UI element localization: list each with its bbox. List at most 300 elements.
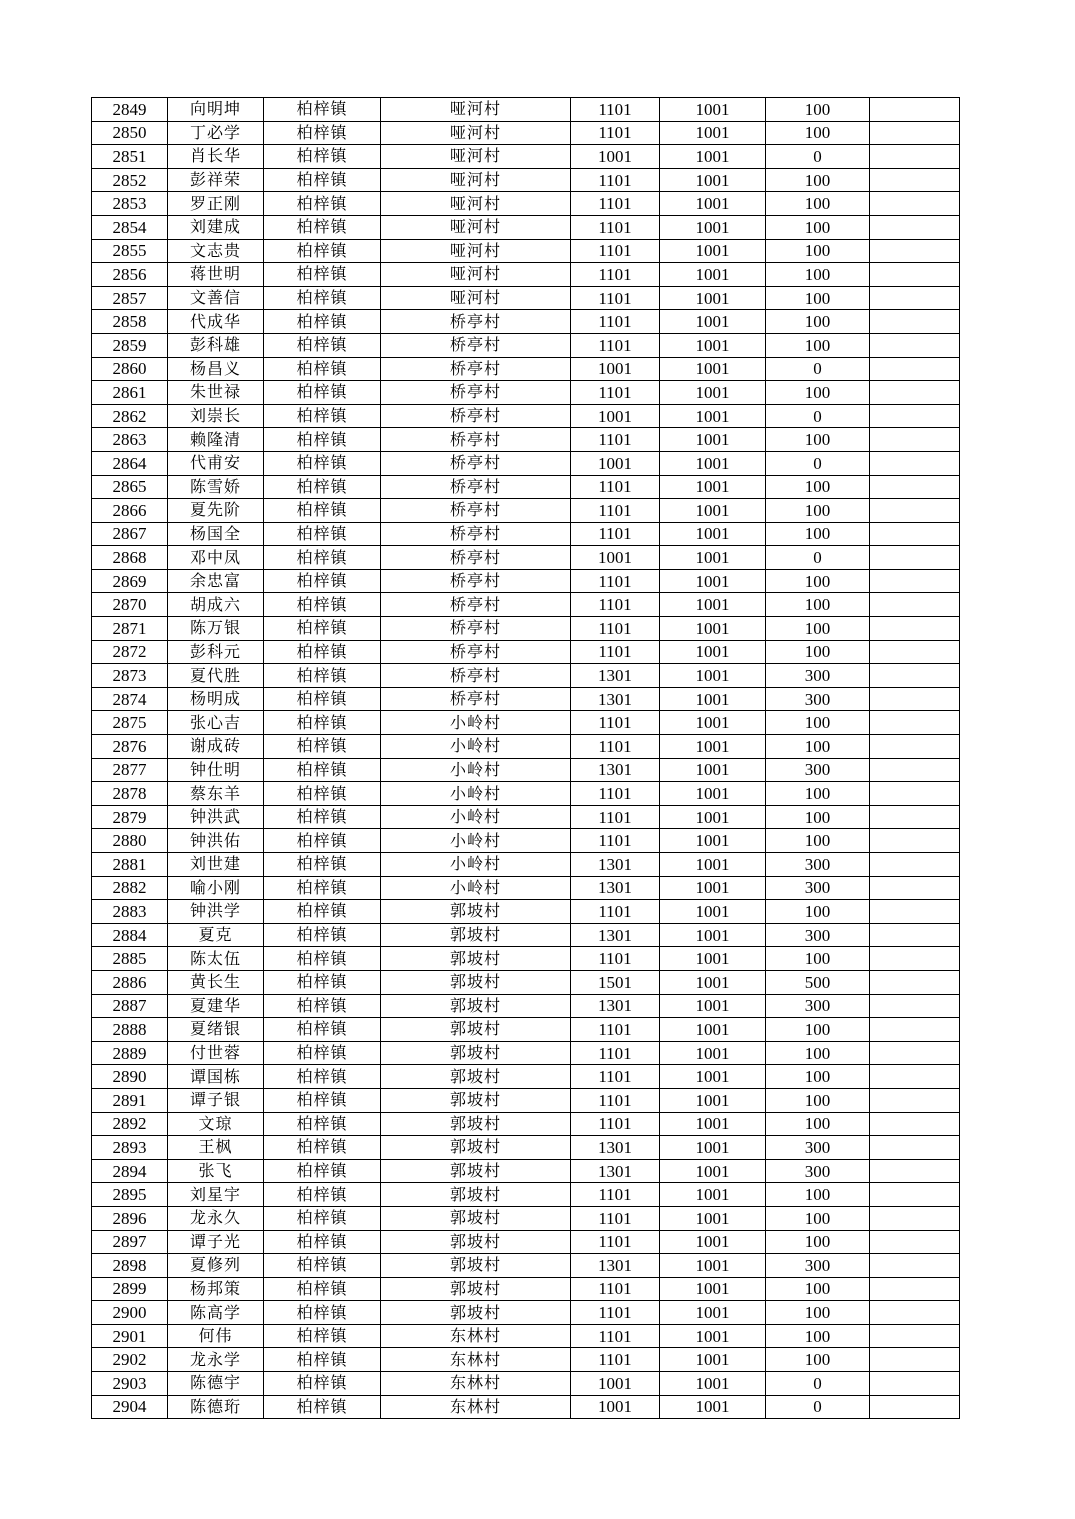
value-b-cell: 1001 [660, 357, 766, 381]
name-cell: 向明坤 [168, 98, 264, 122]
value-a-cell: 1101 [571, 569, 660, 593]
row-number-cell: 2885 [92, 947, 168, 971]
row-number-cell: 2872 [92, 640, 168, 664]
value-b-cell: 1001 [660, 1230, 766, 1254]
village-cell: 桥亭村 [381, 381, 571, 405]
table-row [92, 192, 960, 216]
value-b-cell: 1001 [660, 1277, 766, 1301]
town-cell: 柏梓镇 [264, 735, 381, 759]
value-a-cell: 1101 [571, 381, 660, 405]
amount-cell: 0 [766, 145, 870, 169]
note-cell [870, 1088, 960, 1112]
note-cell [870, 192, 960, 216]
village-cell: 桥亭村 [381, 546, 571, 570]
value-a-cell: 1101 [571, 617, 660, 641]
row-number-cell: 2860 [92, 357, 168, 381]
name-cell: 陈万银 [168, 617, 264, 641]
row-number-cell: 2862 [92, 404, 168, 428]
amount-cell: 100 [766, 168, 870, 192]
town-cell: 柏梓镇 [264, 1018, 381, 1042]
row-number-cell: 2883 [92, 900, 168, 924]
town-cell: 柏梓镇 [264, 829, 381, 853]
value-a-cell: 1001 [571, 451, 660, 475]
row-number-cell: 2859 [92, 333, 168, 357]
amount-cell: 100 [766, 1183, 870, 1207]
value-a-cell: 1301 [571, 876, 660, 900]
value-b-cell: 1001 [660, 711, 766, 735]
name-cell: 张心吉 [168, 711, 264, 735]
value-b-cell: 1001 [660, 192, 766, 216]
value-a-cell: 1101 [571, 1348, 660, 1372]
name-cell: 刘建成 [168, 215, 264, 239]
village-cell: 桥亭村 [381, 404, 571, 428]
row-number-cell: 2902 [92, 1348, 168, 1372]
note-cell [870, 876, 960, 900]
village-cell: 东林村 [381, 1395, 571, 1419]
note-cell [870, 617, 960, 641]
town-cell: 柏梓镇 [264, 1372, 381, 1396]
name-cell: 夏绪银 [168, 1018, 264, 1042]
name-cell: 谢成砖 [168, 735, 264, 759]
name-cell: 文琼 [168, 1112, 264, 1136]
value-a-cell: 1101 [571, 1324, 660, 1348]
town-cell: 柏梓镇 [264, 1206, 381, 1230]
table-row [92, 263, 960, 287]
table-row [92, 1348, 960, 1372]
name-cell: 何伟 [168, 1324, 264, 1348]
amount-cell: 300 [766, 853, 870, 877]
note-cell [870, 853, 960, 877]
value-b-cell: 1001 [660, 145, 766, 169]
value-a-cell: 1101 [571, 192, 660, 216]
value-a-cell: 1101 [571, 593, 660, 617]
table-row [92, 1395, 960, 1419]
value-b-cell: 1001 [660, 428, 766, 452]
note-cell [870, 522, 960, 546]
value-a-cell: 1001 [571, 546, 660, 570]
name-cell: 王枫 [168, 1136, 264, 1160]
amount-cell: 300 [766, 758, 870, 782]
town-cell: 柏梓镇 [264, 499, 381, 523]
value-b-cell: 1001 [660, 333, 766, 357]
name-cell: 代成华 [168, 310, 264, 334]
name-cell: 刘崇长 [168, 404, 264, 428]
town-cell: 柏梓镇 [264, 192, 381, 216]
note-cell [870, 475, 960, 499]
note-cell [870, 1395, 960, 1419]
name-cell: 钟洪佑 [168, 829, 264, 853]
name-cell: 朱世禄 [168, 381, 264, 405]
town-cell: 柏梓镇 [264, 1112, 381, 1136]
row-number-cell: 2869 [92, 569, 168, 593]
row-number-cell: 2855 [92, 239, 168, 263]
amount-cell: 100 [766, 593, 870, 617]
value-b-cell: 1001 [660, 1136, 766, 1160]
amount-cell: 100 [766, 1206, 870, 1230]
row-number-cell: 2854 [92, 215, 168, 239]
amount-cell: 100 [766, 522, 870, 546]
amount-cell: 100 [766, 263, 870, 287]
note-cell [870, 1324, 960, 1348]
row-number-cell: 2867 [92, 522, 168, 546]
value-b-cell: 1001 [660, 1348, 766, 1372]
village-cell: 郭坡村 [381, 1159, 571, 1183]
value-b-cell: 1001 [660, 168, 766, 192]
village-cell: 哑河村 [381, 192, 571, 216]
amount-cell: 300 [766, 923, 870, 947]
town-cell: 柏梓镇 [264, 782, 381, 806]
value-b-cell: 1001 [660, 310, 766, 334]
name-cell: 钟洪武 [168, 805, 264, 829]
town-cell: 柏梓镇 [264, 805, 381, 829]
name-cell: 罗正刚 [168, 192, 264, 216]
amount-cell: 0 [766, 546, 870, 570]
amount-cell: 100 [766, 499, 870, 523]
village-cell: 郭坡村 [381, 1183, 571, 1207]
town-cell: 柏梓镇 [264, 1254, 381, 1278]
value-a-cell: 1101 [571, 640, 660, 664]
name-cell: 谭国栋 [168, 1065, 264, 1089]
value-b-cell: 1001 [660, 98, 766, 122]
note-cell [870, 1206, 960, 1230]
village-cell: 桥亭村 [381, 569, 571, 593]
table-row [92, 687, 960, 711]
table-row [92, 546, 960, 570]
value-b-cell: 1001 [660, 215, 766, 239]
note-cell [870, 145, 960, 169]
value-a-cell: 1301 [571, 1159, 660, 1183]
note-cell [870, 687, 960, 711]
note-cell [870, 286, 960, 310]
note-cell [870, 758, 960, 782]
village-cell: 东林村 [381, 1372, 571, 1396]
town-cell: 柏梓镇 [264, 381, 381, 405]
value-b-cell: 1001 [660, 381, 766, 405]
table-row [92, 215, 960, 239]
value-a-cell: 1101 [571, 1065, 660, 1089]
town-cell: 柏梓镇 [264, 1159, 381, 1183]
name-cell: 陈雪娇 [168, 475, 264, 499]
town-cell: 柏梓镇 [264, 758, 381, 782]
row-number-cell: 2863 [92, 428, 168, 452]
table-row [92, 1018, 960, 1042]
town-cell: 柏梓镇 [264, 900, 381, 924]
value-a-cell: 1101 [571, 735, 660, 759]
row-number-cell: 2856 [92, 263, 168, 287]
row-number-cell: 2892 [92, 1112, 168, 1136]
value-b-cell: 1001 [660, 522, 766, 546]
value-a-cell: 1101 [571, 1112, 660, 1136]
value-b-cell: 1001 [660, 1159, 766, 1183]
note-cell [870, 1372, 960, 1396]
note-cell [870, 168, 960, 192]
table-row [92, 1136, 960, 1160]
name-cell: 彭科元 [168, 640, 264, 664]
value-b-cell: 1001 [660, 947, 766, 971]
note-cell [870, 640, 960, 664]
town-cell: 柏梓镇 [264, 215, 381, 239]
village-cell: 郭坡村 [381, 970, 571, 994]
town-cell: 柏梓镇 [264, 711, 381, 735]
value-a-cell: 1101 [571, 1206, 660, 1230]
town-cell: 柏梓镇 [264, 98, 381, 122]
amount-cell: 300 [766, 1254, 870, 1278]
table-row [92, 900, 960, 924]
town-cell: 柏梓镇 [264, 168, 381, 192]
town-cell: 柏梓镇 [264, 1277, 381, 1301]
note-cell [870, 98, 960, 122]
note-cell [870, 947, 960, 971]
town-cell: 柏梓镇 [264, 994, 381, 1018]
value-b-cell: 1001 [660, 546, 766, 570]
name-cell: 钟仕明 [168, 758, 264, 782]
village-cell: 桥亭村 [381, 451, 571, 475]
row-number-cell: 2884 [92, 923, 168, 947]
town-cell: 柏梓镇 [264, 239, 381, 263]
town-cell: 柏梓镇 [264, 1041, 381, 1065]
roster-body [92, 98, 960, 1419]
note-cell [870, 404, 960, 428]
amount-cell: 100 [766, 1018, 870, 1042]
amount-cell: 100 [766, 1065, 870, 1089]
table-row [92, 168, 960, 192]
name-cell: 陈德宇 [168, 1372, 264, 1396]
table-row [92, 1301, 960, 1325]
value-a-cell: 1101 [571, 263, 660, 287]
name-cell: 彭祥荣 [168, 168, 264, 192]
value-a-cell: 1101 [571, 1088, 660, 1112]
note-cell [870, 805, 960, 829]
table-row [92, 1372, 960, 1396]
value-b-cell: 1001 [660, 1041, 766, 1065]
row-number-cell: 2865 [92, 475, 168, 499]
note-cell [870, 735, 960, 759]
value-b-cell: 1001 [660, 970, 766, 994]
note-cell [870, 357, 960, 381]
note-cell [870, 333, 960, 357]
name-cell: 杨邦策 [168, 1277, 264, 1301]
amount-cell: 100 [766, 286, 870, 310]
village-cell: 小岭村 [381, 876, 571, 900]
value-b-cell: 1001 [660, 1254, 766, 1278]
value-a-cell: 1101 [571, 215, 660, 239]
value-b-cell: 1001 [660, 593, 766, 617]
town-cell: 柏梓镇 [264, 357, 381, 381]
value-a-cell: 1001 [571, 145, 660, 169]
value-a-cell: 1101 [571, 310, 660, 334]
value-a-cell: 1301 [571, 853, 660, 877]
village-cell: 桥亭村 [381, 475, 571, 499]
town-cell: 柏梓镇 [264, 970, 381, 994]
value-a-cell: 1101 [571, 1277, 660, 1301]
value-a-cell: 1301 [571, 687, 660, 711]
name-cell: 龙永久 [168, 1206, 264, 1230]
row-number-cell: 2875 [92, 711, 168, 735]
village-cell: 东林村 [381, 1324, 571, 1348]
value-a-cell: 1101 [571, 239, 660, 263]
town-cell: 柏梓镇 [264, 333, 381, 357]
amount-cell: 100 [766, 805, 870, 829]
town-cell: 柏梓镇 [264, 617, 381, 641]
value-a-cell: 1101 [571, 829, 660, 853]
value-b-cell: 1001 [660, 499, 766, 523]
table-row [92, 522, 960, 546]
value-b-cell: 1001 [660, 1324, 766, 1348]
note-cell [870, 923, 960, 947]
town-cell: 柏梓镇 [264, 451, 381, 475]
amount-cell: 100 [766, 1348, 870, 1372]
name-cell: 张飞 [168, 1159, 264, 1183]
name-cell: 肖长华 [168, 145, 264, 169]
note-cell [870, 1159, 960, 1183]
name-cell: 余忠富 [168, 569, 264, 593]
amount-cell: 100 [766, 1041, 870, 1065]
table-row [92, 286, 960, 310]
village-cell: 郭坡村 [381, 1088, 571, 1112]
row-number-cell: 2891 [92, 1088, 168, 1112]
amount-cell: 100 [766, 569, 870, 593]
village-cell: 哑河村 [381, 121, 571, 145]
town-cell: 柏梓镇 [264, 1395, 381, 1419]
row-number-cell: 2852 [92, 168, 168, 192]
table-row [92, 1065, 960, 1089]
village-cell: 郭坡村 [381, 1230, 571, 1254]
amount-cell: 100 [766, 381, 870, 405]
value-a-cell: 1301 [571, 923, 660, 947]
table-row [92, 333, 960, 357]
value-a-cell: 1501 [571, 970, 660, 994]
name-cell: 夏修列 [168, 1254, 264, 1278]
table-row [92, 451, 960, 475]
amount-cell: 100 [766, 640, 870, 664]
table-row [92, 1159, 960, 1183]
note-cell [870, 121, 960, 145]
table-row [92, 1112, 960, 1136]
village-cell: 郭坡村 [381, 1041, 571, 1065]
value-a-cell: 1101 [571, 499, 660, 523]
amount-cell: 100 [766, 215, 870, 239]
row-number-cell: 2868 [92, 546, 168, 570]
town-cell: 柏梓镇 [264, 310, 381, 334]
village-cell: 小岭村 [381, 735, 571, 759]
town-cell: 柏梓镇 [264, 1301, 381, 1325]
value-a-cell: 1001 [571, 357, 660, 381]
name-cell: 杨国全 [168, 522, 264, 546]
amount-cell: 100 [766, 121, 870, 145]
table-row [92, 145, 960, 169]
name-cell: 付世蓉 [168, 1041, 264, 1065]
value-b-cell: 1001 [660, 687, 766, 711]
value-a-cell: 1101 [571, 286, 660, 310]
value-a-cell: 1101 [571, 121, 660, 145]
village-cell: 桥亭村 [381, 357, 571, 381]
value-a-cell: 1101 [571, 900, 660, 924]
value-a-cell: 1001 [571, 1395, 660, 1419]
value-a-cell: 1101 [571, 428, 660, 452]
town-cell: 柏梓镇 [264, 1348, 381, 1372]
note-cell [870, 1348, 960, 1372]
value-a-cell: 1101 [571, 805, 660, 829]
row-number-cell: 2873 [92, 664, 168, 688]
note-cell [870, 381, 960, 405]
table-row [92, 428, 960, 452]
name-cell: 赖隆清 [168, 428, 264, 452]
value-b-cell: 1001 [660, 876, 766, 900]
note-cell [870, 970, 960, 994]
row-number-cell: 2870 [92, 593, 168, 617]
table-row [92, 1254, 960, 1278]
value-b-cell: 1001 [660, 1301, 766, 1325]
table-row [92, 1183, 960, 1207]
amount-cell: 100 [766, 782, 870, 806]
village-cell: 小岭村 [381, 805, 571, 829]
town-cell: 柏梓镇 [264, 1324, 381, 1348]
table-row [92, 381, 960, 405]
village-cell: 郭坡村 [381, 1112, 571, 1136]
amount-cell: 100 [766, 192, 870, 216]
value-a-cell: 1301 [571, 664, 660, 688]
table-row [92, 923, 960, 947]
row-number-cell: 2900 [92, 1301, 168, 1325]
town-cell: 柏梓镇 [264, 522, 381, 546]
value-b-cell: 1001 [660, 617, 766, 641]
amount-cell: 100 [766, 1324, 870, 1348]
note-cell [870, 569, 960, 593]
village-cell: 桥亭村 [381, 687, 571, 711]
name-cell: 丁必学 [168, 121, 264, 145]
village-cell: 郭坡村 [381, 1136, 571, 1160]
row-number-cell: 2861 [92, 381, 168, 405]
note-cell [870, 239, 960, 263]
row-number-cell: 2858 [92, 310, 168, 334]
value-a-cell: 1101 [571, 1301, 660, 1325]
town-cell: 柏梓镇 [264, 569, 381, 593]
amount-cell: 100 [766, 1230, 870, 1254]
town-cell: 柏梓镇 [264, 1183, 381, 1207]
row-number-cell: 2866 [92, 499, 168, 523]
note-cell [870, 829, 960, 853]
town-cell: 柏梓镇 [264, 853, 381, 877]
value-b-cell: 1001 [660, 782, 766, 806]
name-cell: 钟洪学 [168, 900, 264, 924]
row-number-cell: 2864 [92, 451, 168, 475]
table-row [92, 593, 960, 617]
village-cell: 郭坡村 [381, 923, 571, 947]
amount-cell: 0 [766, 357, 870, 381]
table-row [92, 970, 960, 994]
amount-cell: 100 [766, 900, 870, 924]
value-b-cell: 1001 [660, 1065, 766, 1089]
value-b-cell: 1001 [660, 451, 766, 475]
value-b-cell: 1001 [660, 735, 766, 759]
row-number-cell: 2890 [92, 1065, 168, 1089]
note-cell [870, 900, 960, 924]
value-a-cell: 1101 [571, 522, 660, 546]
village-cell: 桥亭村 [381, 593, 571, 617]
amount-cell: 0 [766, 451, 870, 475]
value-b-cell: 1001 [660, 1088, 766, 1112]
row-number-cell: 2877 [92, 758, 168, 782]
town-cell: 柏梓镇 [264, 687, 381, 711]
note-cell [870, 499, 960, 523]
town-cell: 柏梓镇 [264, 1136, 381, 1160]
village-cell: 哑河村 [381, 168, 571, 192]
row-number-cell: 2896 [92, 1206, 168, 1230]
row-number-cell: 2899 [92, 1277, 168, 1301]
name-cell: 夏代胜 [168, 664, 264, 688]
village-cell: 小岭村 [381, 829, 571, 853]
village-cell: 郭坡村 [381, 1206, 571, 1230]
